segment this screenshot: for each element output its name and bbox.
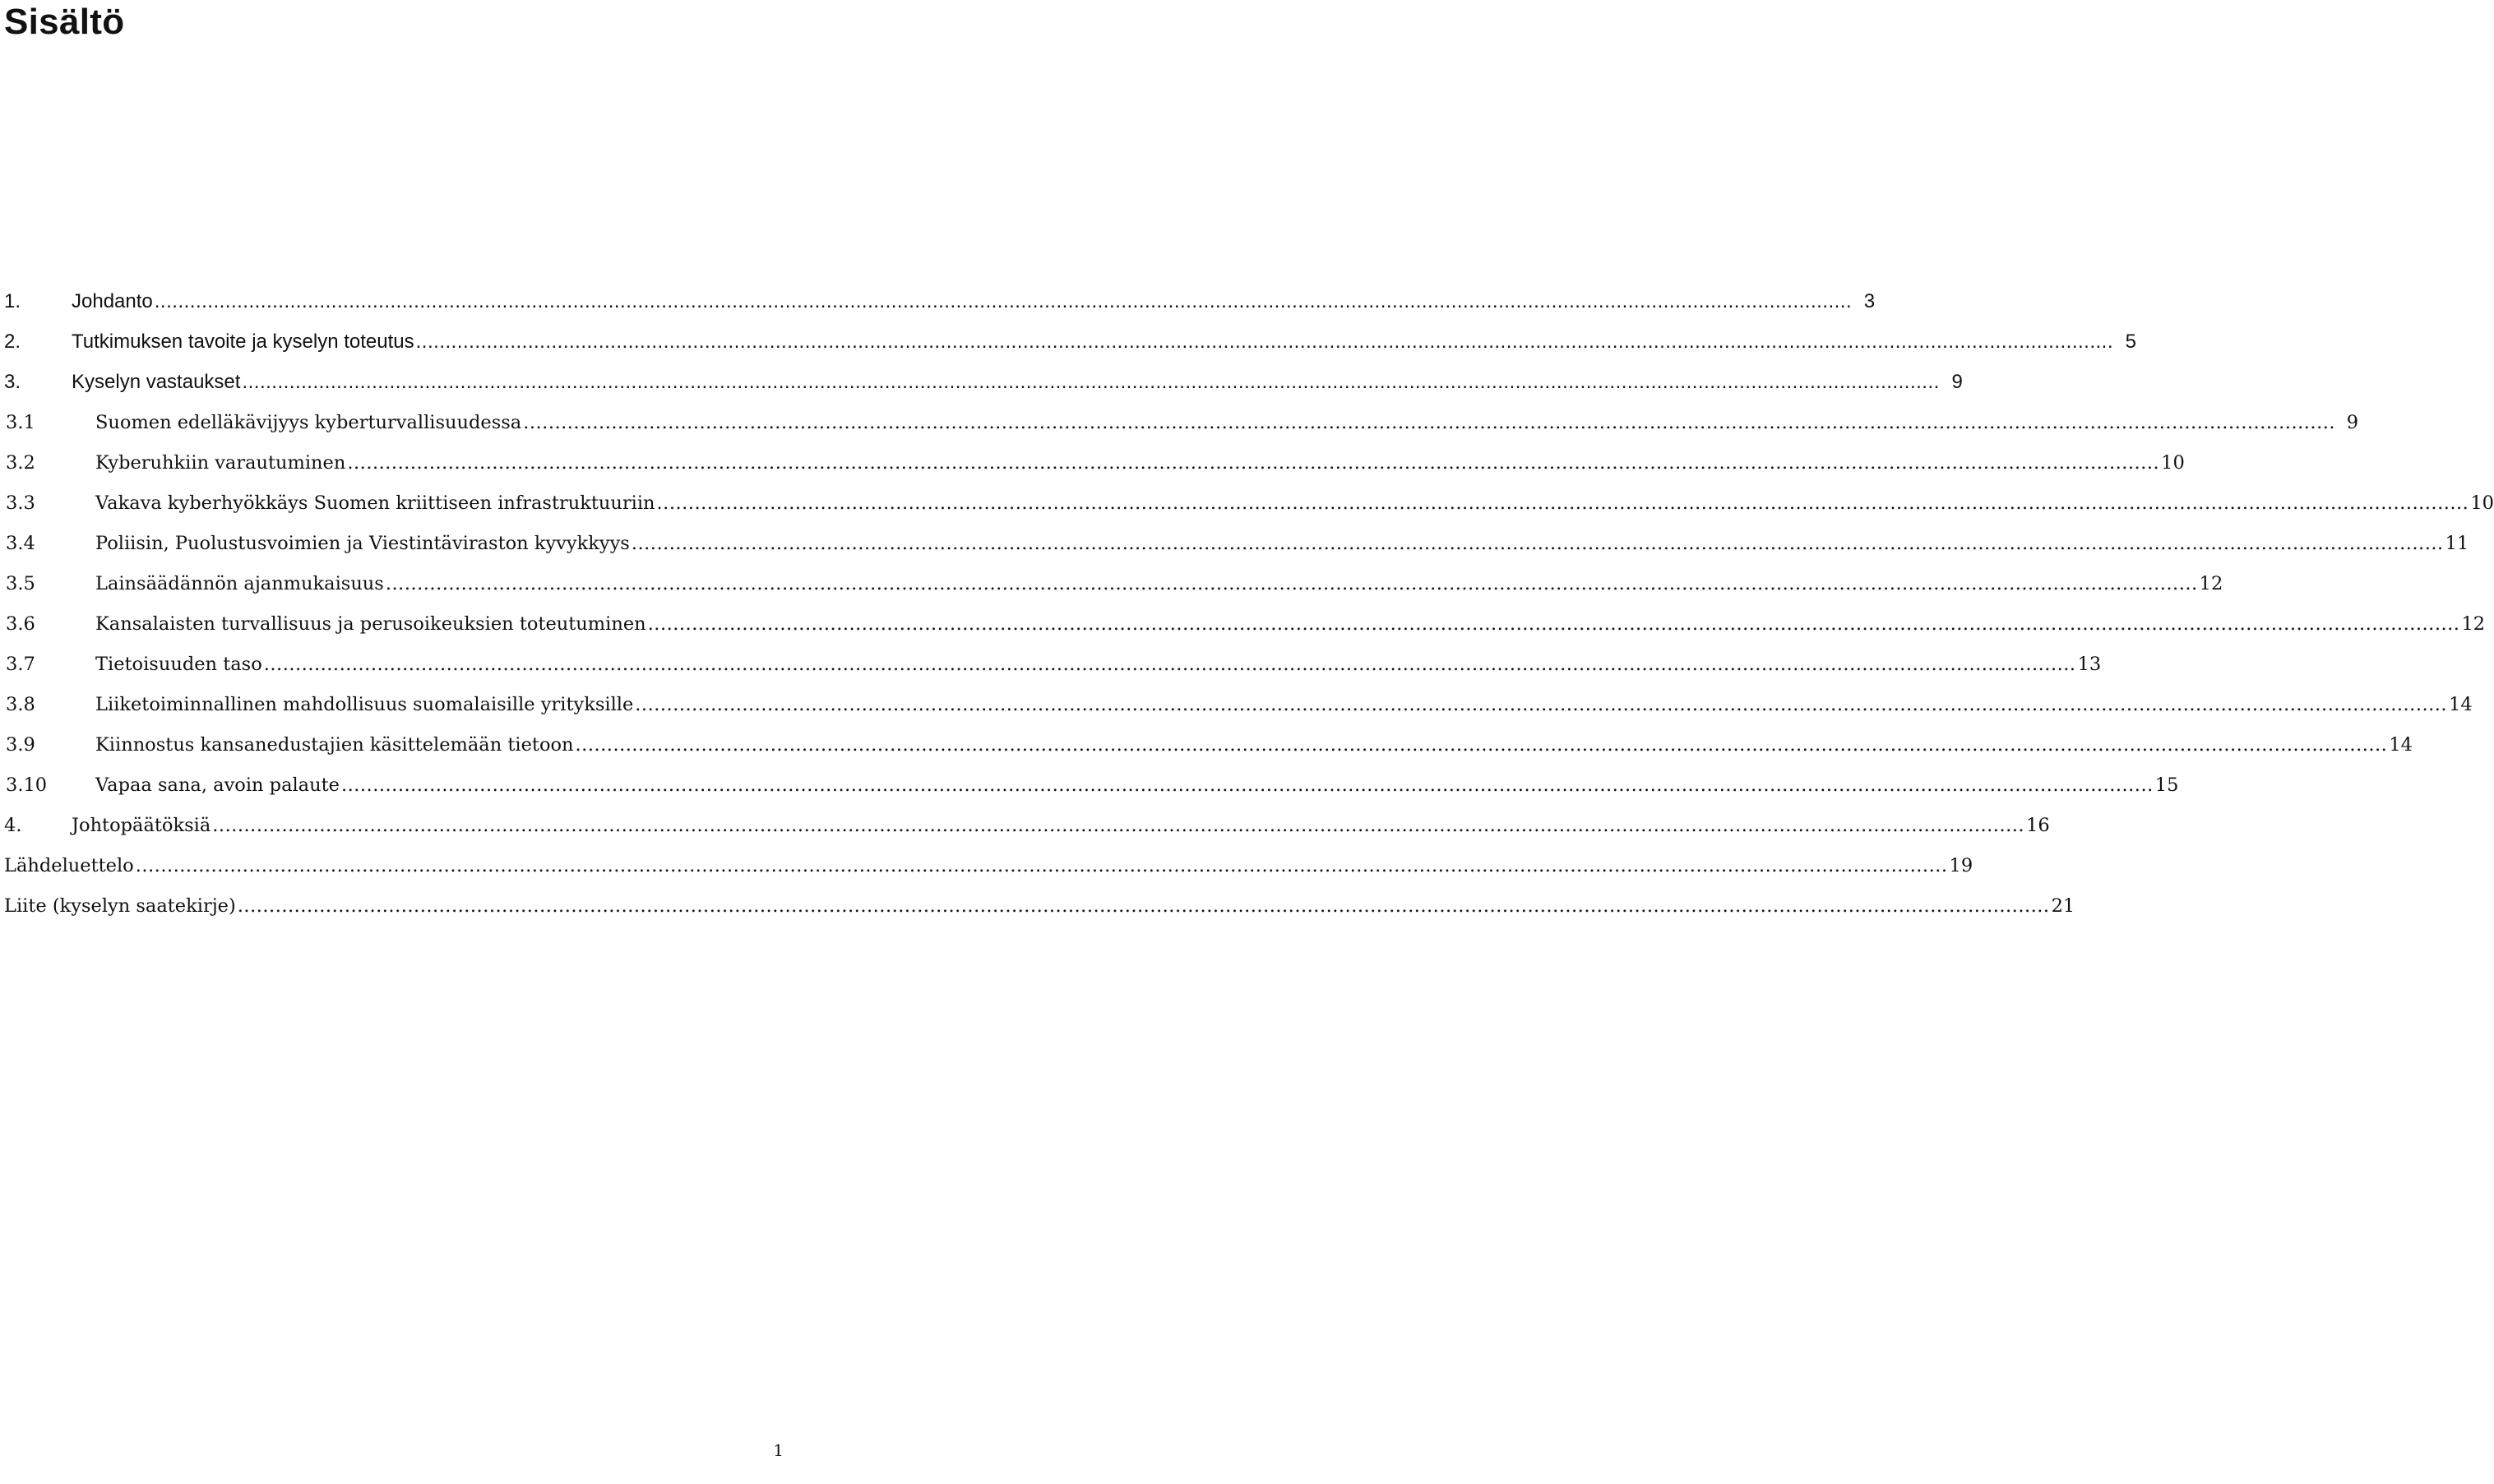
toc-subentry[interactable]	[4, 608, 2486, 649]
toc-entry-label: Kiinnostus kansanedustajien käsittelemään tietoon	[95, 734, 574, 756]
toc-dot-leader	[341, 770, 2154, 801]
toc-entry-number: 3.8	[6, 694, 35, 715]
toc-entry[interactable]	[4, 850, 1973, 890]
toc-entry-number: 1.	[4, 290, 21, 312]
toc-entry-number: 3.9	[6, 734, 35, 756]
toc-entry-label: Poliisin, Puolustusvoimien ja Viestintäviraston kyvykkyys	[95, 533, 630, 554]
toc-dot-leader	[657, 488, 2469, 519]
toc-entry-label: Vapaa sana, avoin palaute	[95, 774, 340, 796]
toc-subentry[interactable]	[4, 649, 2102, 689]
toc-dot-leader	[238, 890, 2050, 922]
toc-entry-page: 12	[2461, 613, 2486, 635]
toc-entry-number: 3.2	[6, 452, 35, 474]
toc-dot-leader	[386, 568, 2198, 599]
toc-entry-page: 9	[1951, 371, 1963, 393]
toc-entry[interactable]	[4, 326, 2137, 367]
toc-entry-number: 3.	[4, 371, 21, 393]
toc-entry-label: Lähdeluettelo	[4, 855, 134, 876]
toc-entry[interactable]	[4, 286, 1876, 326]
toc-entry[interactable]	[4, 810, 2050, 850]
toc-entry-page: 10	[2470, 492, 2494, 514]
toc-dot-leader	[632, 528, 2444, 559]
toc-entry-label: Liite (kyselyn saatekirje)	[4, 895, 236, 917]
toc-dot-leader	[347, 447, 2159, 478]
toc-dot-leader	[136, 850, 1948, 881]
toc-entry[interactable]	[4, 890, 2075, 931]
toc-entry-page: 3	[1863, 290, 1876, 312]
toc-entry-number: 3.5	[6, 573, 35, 594]
toc-subentry[interactable]	[4, 447, 2185, 488]
toc-entry[interactable]	[4, 367, 1963, 407]
toc-entry-page: 14	[2389, 734, 2413, 756]
toc-entry-page: 10	[2161, 452, 2185, 474]
toc-subentry[interactable]	[4, 689, 2473, 729]
toc-entry-page: 12	[2199, 573, 2223, 594]
toc-entry-label: Kyberuhkiin varautuminen	[95, 452, 346, 474]
page-number: 1	[773, 1440, 784, 1460]
toc-dot-leader	[242, 367, 1939, 398]
toc-entry-label: Tutkimuksen tavoite ja kyselyn toteutus	[72, 331, 414, 353]
toc-dot-leader	[576, 729, 2388, 760]
toc-dot-leader	[212, 810, 2024, 841]
toc-entry-page: 5	[2125, 331, 2137, 353]
toc-subentry[interactable]	[4, 568, 2223, 608]
toc-entry-page: 19	[1949, 855, 1973, 876]
toc-entry-number: 2.	[4, 331, 21, 353]
toc-dot-leader	[635, 689, 2447, 720]
toc-entry-page: 11	[2445, 533, 2469, 554]
toc-entry-label: Tietoisuuden taso	[95, 654, 262, 675]
toc-entry-label: Vakava kyberhyökkäys Suomen kriittiseen infrastruktuuriin	[95, 492, 655, 514]
toc-dot-leader	[523, 407, 2335, 438]
toc-subentry[interactable]	[4, 729, 2413, 770]
toc-entry-label: Kansalaisten turvallisuus ja perusoikeuksien toteutuminen	[95, 613, 646, 635]
toc-entry-label: Suomen edelläkävijyys kyberturvallisuudessa	[95, 412, 522, 433]
toc-subentry[interactable]	[4, 407, 2359, 447]
toc-entry-label: Johdanto	[72, 290, 153, 312]
toc-entry-page: 16	[2026, 815, 2050, 836]
table-of-contents	[4, 286, 2494, 931]
page-title: Sisältö	[4, 2, 125, 42]
toc-entry-page: 13	[2077, 654, 2102, 675]
toc-entry-label: Lainsäädännön ajanmukaisuus	[95, 573, 384, 594]
toc-dot-leader	[648, 608, 2460, 640]
toc-subentry[interactable]	[4, 770, 2179, 810]
toc-entry-number: 3.7	[6, 654, 35, 675]
toc-entry-number: 3.10	[6, 774, 48, 796]
toc-entry-label: Liiketoiminnallinen mahdollisuus suomalaisille yrityksille	[95, 694, 634, 715]
toc-entry-number: 3.3	[6, 492, 35, 514]
toc-entry-number: 3.6	[6, 613, 35, 635]
toc-entry-page: 14	[2449, 694, 2473, 715]
toc-entry-number: 4.	[4, 815, 22, 836]
toc-entry-label: Kyselyn vastaukset	[72, 371, 241, 393]
toc-entry-page: 9	[2346, 412, 2359, 433]
toc-dot-leader	[416, 326, 2113, 358]
toc-dot-leader	[155, 286, 1852, 317]
toc-entry-label: Johtopäätöksiä	[72, 815, 211, 836]
toc-subentry[interactable]	[4, 528, 2469, 568]
toc-dot-leader	[264, 649, 2076, 680]
toc-entry-number: 3.4	[6, 533, 35, 554]
toc-entry-page: 21	[2051, 895, 2075, 917]
toc-subentry[interactable]	[4, 488, 2494, 528]
toc-entry-number: 3.1	[6, 412, 35, 433]
toc-entry-page: 15	[2154, 774, 2179, 796]
